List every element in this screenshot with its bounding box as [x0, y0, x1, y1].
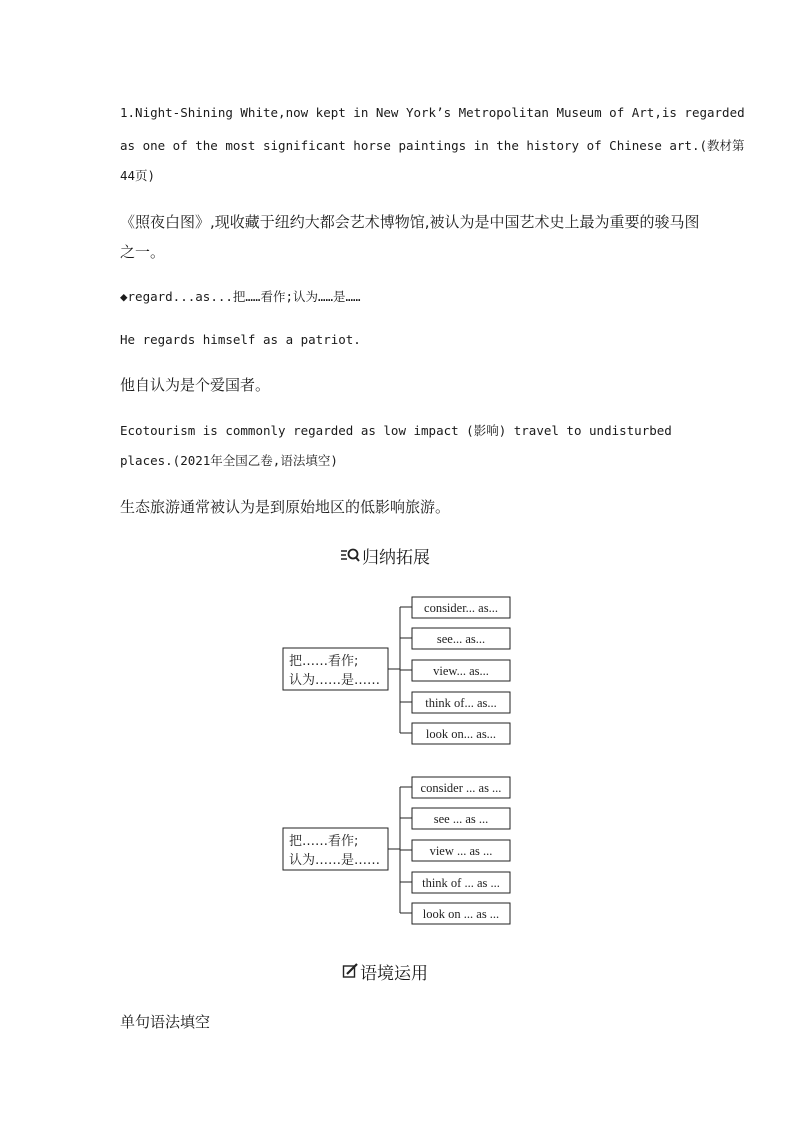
section-induction-title: 归纳拓展 [362, 548, 430, 568]
diagram1-target-label: look on... as... [425, 727, 497, 741]
section-context-title: 语境运用 [360, 964, 428, 984]
diagram1-target-box [412, 692, 510, 713]
example1-en: He regards himself as a patriot. [120, 332, 361, 347]
example1-cn: 他自认为是个爱国者。 [120, 376, 271, 394]
diagram1-target-box [412, 628, 510, 649]
diagram1-source-line2: 认为……是…… [289, 673, 381, 688]
diagram2-target-label: view ... as ... [429, 844, 493, 858]
item1-line2: as one of the most significant horse paintings in the history of Chinese art.(教材第 [120, 138, 745, 153]
diagram2-target-box [412, 840, 510, 861]
diagram2-target-box [412, 903, 510, 924]
phrase-text: regard...as...把……看作;认为……是…… [127, 289, 361, 304]
diagram1-source-box [283, 648, 388, 690]
diagram2-target-label: see ... as ... [433, 812, 489, 826]
diagram2-target-box [412, 808, 510, 829]
example2-en-line1: Ecotourism is commonly regarded as low impact (影响) travel to undisturbed [120, 423, 672, 438]
diamond-bullet-icon: ◆ [120, 289, 128, 304]
magnifier-icon [340, 547, 360, 568]
diagram2-source-line1: 把……看作; [289, 834, 359, 849]
diagram1-target-box [412, 660, 510, 681]
section-context-heading [342, 959, 428, 984]
diagram1-source-line1: 把……看作; [289, 654, 359, 669]
diagram2-target-box [412, 777, 510, 798]
example2-en-line2: places.(2021年全国乙卷,语法填空) [120, 453, 338, 468]
diagram2-target-label: look on ... as ... [422, 907, 500, 921]
translation1-line1: 《照夜白图》,现收藏于纽约大都会艺术博物馆,被认为是中国艺术史上最为重要的骏马图 [120, 213, 700, 231]
diagram1-target-box [412, 723, 510, 744]
diagram2-target-label: consider ... as ... [420, 781, 502, 795]
diagram2-source-line2: 认为……是…… [289, 853, 381, 868]
diagram1-target-label: consider... as... [424, 601, 498, 615]
diagram2-target-label: think of ... as ... [422, 876, 500, 890]
diagram1-target-box [412, 597, 510, 618]
phrase-line [120, 287, 361, 305]
diagram1 [283, 597, 510, 744]
diagram2-source-box [283, 828, 388, 870]
item1-line1: 1.Night-Shining White,now kept in New York’s Metropolitan Museum of Art,is regarded [120, 105, 745, 120]
diagram2-target-box [412, 872, 510, 893]
diagram1-target-label: see... as... [436, 632, 486, 646]
pencil-icon [342, 963, 358, 984]
section-induction-heading [340, 543, 430, 568]
exercise-heading: 单句语法填空 [120, 1013, 211, 1031]
item1-line3: 44页) [120, 168, 156, 183]
diagram2 [283, 777, 510, 924]
diagram1-target-label: think of... as... [425, 696, 497, 710]
translation1-line2: 之一。 [120, 243, 166, 261]
diagram1-target-label: view... as... [433, 664, 489, 678]
example2-cn: 生态旅游通常被认为是到原始地区的低影响旅游。 [120, 498, 451, 516]
